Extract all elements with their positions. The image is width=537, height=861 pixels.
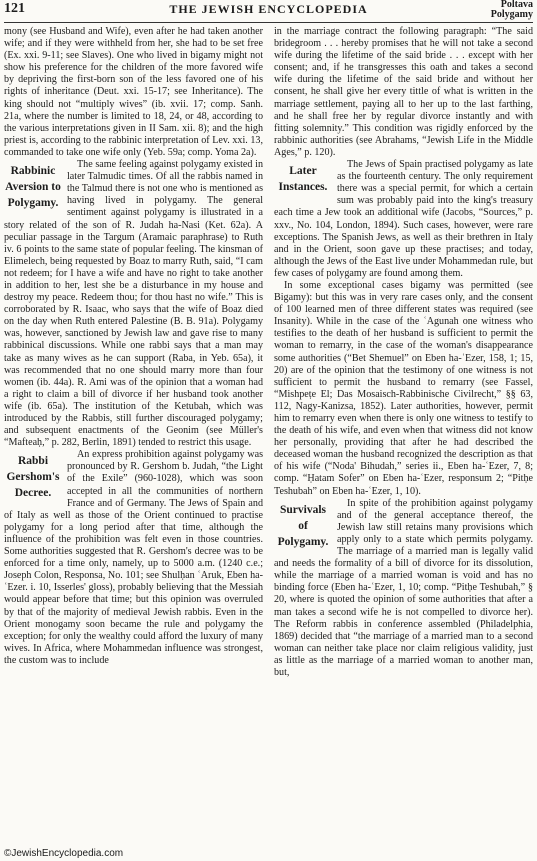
page-number: 121: [4, 1, 25, 16]
running-title: THE JEWISH ENCYCLOPEDIA: [169, 2, 368, 16]
sidenote-rabbi-gershom: Rabbi Gershom's Decree.: [6, 455, 60, 500]
catchword-last: Polygamy: [490, 9, 533, 20]
sidenote-rabbinic-aversion: Rabbinic Aversion to Polygamy.: [5, 165, 61, 210]
sidenote-later-instances: Later Instances.: [278, 165, 328, 194]
paragraph: in the marriage contract the following paragraph: “The said bridegroom . . . hereby promises that he will not take a second wife during the lifetime of the said bride . . . except with her consent; and, if he transgresses this oath and takes a second wife during the lifetime of the said bride and without her consent, he shall give her every tittle of what is written in the marriage settlement, paying all to her up to the last farthing, and he shall free her by regular divorce instantly and with fitting solemnity.” This condition was rigidly enforced by the rabbinic authorities (see Abrahams, “Jewish Life in the Middle Ages,” p. 120).: [274, 26, 533, 158]
paragraph: In some exceptional cases bigamy was permitted (see Bigamy): but this was in very rare cases only, and the consent of 100 learned men of three different states was required (see Insanity). While in the case of the ʿAgunah one witness who testifies to the death of her husband is sufficient to permit the woman to remarry, in the case of the woman's disappearance some authorities (“Bet Shemuel” on Eben ha-ʿEzer, 158, 1; 15, 20) are of the opinion that the testimony of one witness is not sufficient to permit the husband to remarry (see Fassel, “Mishpeṭe El; Das Mosaisch-Rabbinische Civilrecht,” §§ 63, 112, Nagy-Kanizsa, 1852). Later authorities, however, permit him to remarry even when there is only one witness to testify to the death of his wife, and even when that witness did not know her personally, providing that after he had described the deceased woman the husband recognized the description as that of his wife (“Noda' Bihudah,” series ii., Eben ha-ʿEzer, 7, 8; comp. “Ḥatam Sofer” on Eben ha-ʿEzer, responsum 2; “Pitḥe Teshubah” on Eben ha-ʿEzer, 1, 10).: [274, 279, 533, 497]
right-column: [274, 26, 533, 679]
catchwords: [491, 0, 533, 20]
paragraph: In spite of the prohibition against polygamy and of the general acceptance thereof, the Jewish law still retains many provisions which apply only to a state which permits polygamy. The marriage of a married man is legally valid and needs the formality of a bill of divorce for its dissolution, while the marriage of a married woman is void and has no binding force (Eben ha-ʿEzer, 1, 10; comp. “Pitḥe Teshubah,” § 20, where is quoted the opinion of some authorities that after a man takes a second wife he is not compelled to divorce her). The Reform rabbis in conference assembled (Philadelphia, 1869) decided that “the marriage of a married man to a second woman can neither take place nor claim religious validity, just as little as the marriage of a married woman to another man, but,: [274, 497, 533, 678]
page-header: [4, 0, 533, 23]
paragraph: An express prohibition against polygamy was pronounced by R. Gershom b. Judah, “the Light of the Exile” (960-1028), which was soon accepted in all the communities of northern France and of Germany. The Jews of Spain and of Italy as well as those of the Orient continued to practise polygamy for a long period after that time, although the influence of the prohibition was felt even in those countries. Some authorities suggested that R. Gershom's decree was to be enforced for a time only, namely, up to 5000 a.m. (1240 c.e.; Joseph Colon, Responsa, No. 101; see Shulḥan ʿAruk, Eben ha-ʿEzer. i. 10, Isserles' gloss), probably believing that the Messiah would appear before that time; but this opinion was overruled by that of the majority of medieval Jewish rabbis. Even in the Orient monogamy soon became the rule and polygamy the exception; for only the wealthy could afford the luxury of many wives. In Africa, where Mohammedan influence was strongest, the custom was to include: [4, 449, 263, 666]
sidenote-survivals: Survivals of Polygamy.: [277, 503, 329, 548]
paragraph: The Jews of Spain practised polygamy as late as the fourteenth century. The only requirement there was a special permit, for which a certain sum was probably paid into the king's treasury each time a Jew took an additional wife (Jacobs, “Sources,” p. xxv., No. 104, London, 1894). Such cases, however, were rare exceptions. The Spanish Jews, as well as their brethren in Italy and in the Orient, soon gave up these practises; and today, although the Jews of the East live under Mohammedan rule, but few cases of polygamy are found among them.: [274, 159, 533, 279]
left-column: [4, 26, 263, 667]
copyright-footer: ©JewishEncyclopedia.com: [4, 848, 124, 859]
paragraph: The same feeling against polygamy existed in later Talmudic times. Of all the rabbis named in the Talmud there is not one who is mentioned as having lived in polygamy. The general sentiment against polygamy is illustrated in a story related of the son of R. Judah ha-Nasi (Ket. 62a). A peculiar passage in the Targum (Aramaic paraphrase) to Ruth iv. 6 points to the same state of popular feeling. The kinsman of Elimelech, being requested by Boaz to marry Ruth, said, “I cam not redeem; for I have a wife and have no right to take another in addition to her, lest she be a disturbance in my house and destroy my peace. Redeem thou; for thou hast no wife.” This is corroborated by R. Isaac, who says that the wife of Boaz died on the day when Ruth entered Palestine (B. B. 91a). Polygamy was, however, sanctioned by Jewish law and gave rise to many rabbinical discussions. While one rabbi says that a man may take as many wives as he can support (Raba, in Yeb. 65a), it was recommended that no one should marry more than four women (ib. 44a). R. Ami was of the opinion that a woman had a right to claim a bill of divorce if her husband took another wife (ib. 65a). The institution of the Ketubah, which was introduced by the Rabbis, still further discouraged polygamy; and subsequent enactments of the Geonim (see Müller's “Mafteaḥ,” p. 282, Berlin, 1891) tended to restrict this usage.: [4, 159, 263, 449]
catchword-first: Poltava: [500, 0, 533, 10]
paragraph: mony (see Husband and Wife), even after he had taken another wife; and if they were withheld from her, she had to be set free (Ex. xxi. 9-11; see Slaves). One who lived in bigamy might not show his preference for the children of the more favored wife by depriving the first-born son of the less favored one of his rights of inheritance (Deut. xxi. 15-17; see Inheritance). The king should not “multiply wives” (ib. xvii. 17; comp. Sanh. 21a, where the number is limited to 18, 24, or 48, according to the various interpretations given in II Sam. xii. 8); and the high priest is, according to the rabbinic interpretation of Lev. xxi. 13, commanded to take one wife only (Yeb. 59a; comp. Yoma 2a).: [4, 26, 263, 158]
